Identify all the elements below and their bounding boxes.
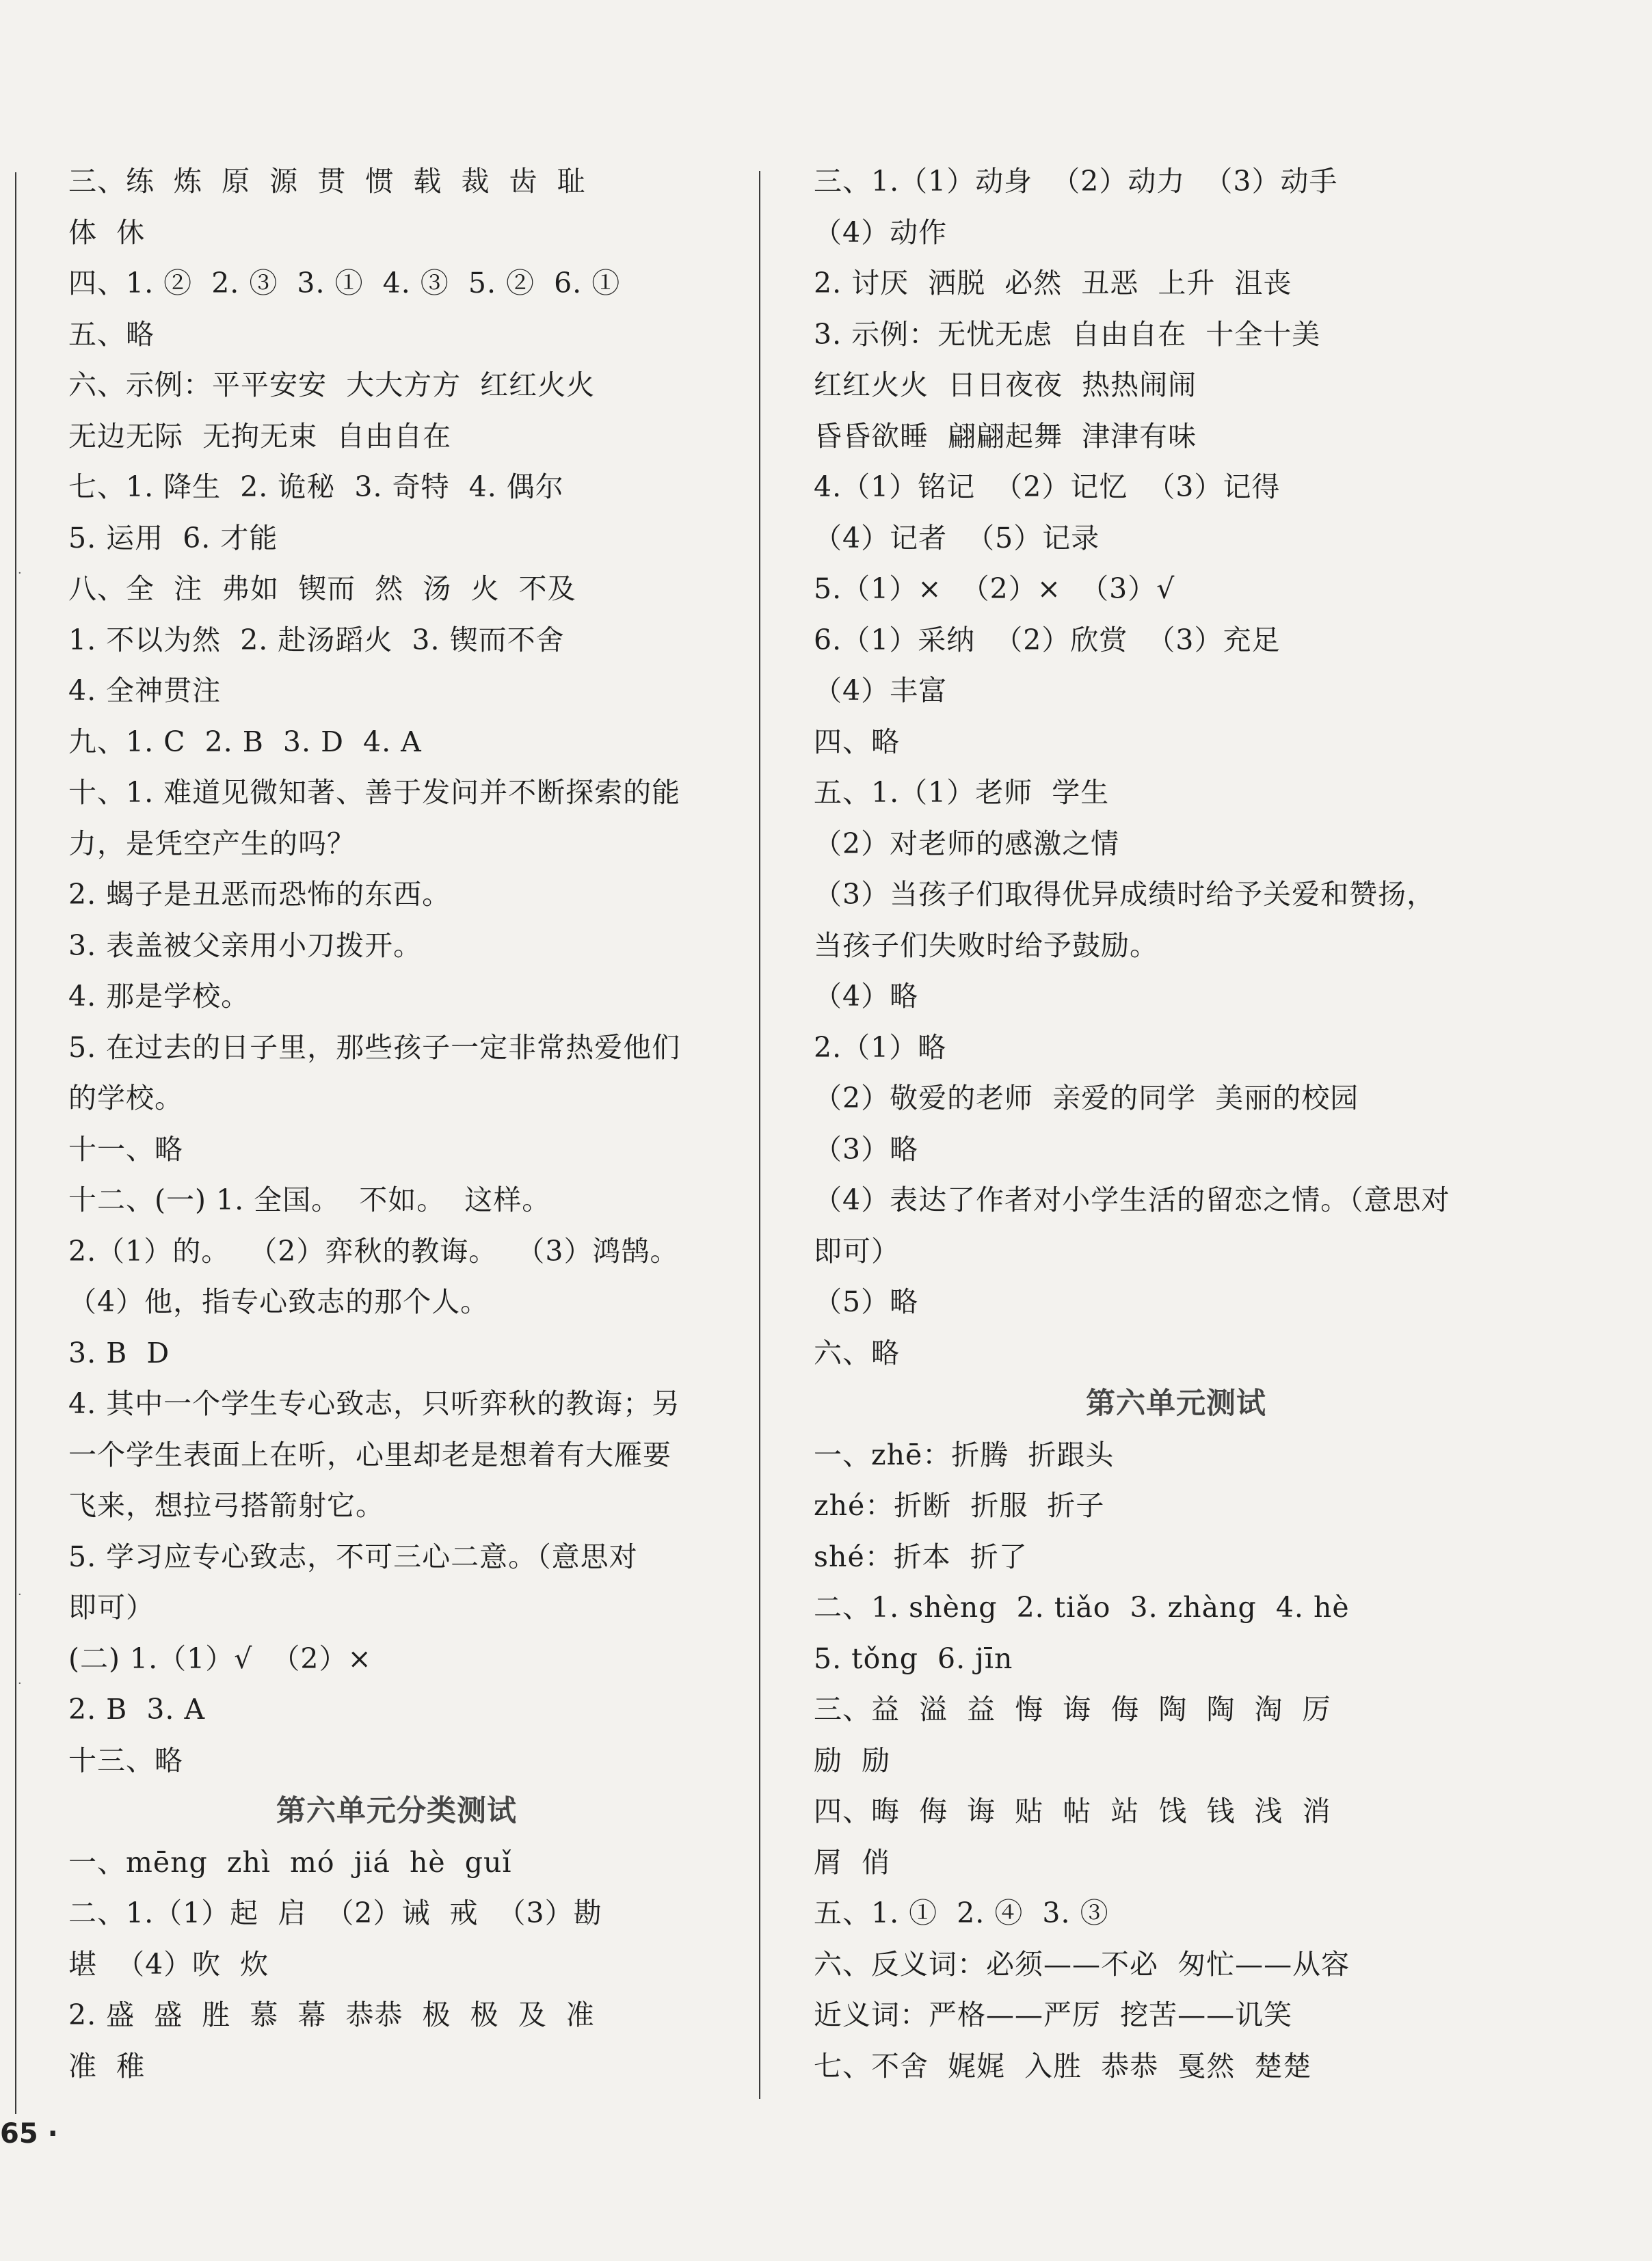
section-heading: 第六单元测试 [1086,1387,1266,1421]
answer-line: 4. 全神贯注 [68,674,222,707]
answer-line: 3. 表盖被父亲用小刀拨开。 [68,928,423,962]
answer-line: （3）当孩子们取得优异成绩时给予关爱和赞扬， [814,878,1436,911]
answer-line: 六、反义词：必须——不必 匆忙——从容 [814,1947,1350,1981]
answer-line: 七、不舍 娓娓 入胜 恭恭 戛然 楚楚 [814,2049,1312,2083]
answer-line: 二、1.（1）起 启 （2）诫 戒 （3）勘 [68,1897,602,1929]
answer-line: （5）略 [814,1285,919,1318]
answer-line: 当孩子们失败时给予鼓励。 [814,928,1158,962]
answer-line: 5. 在过去的日子里，那些孩子一定非常热爱他们 [68,1030,681,1064]
answer-line: 励 励 [814,1743,891,1777]
answer-line: （4）略 [814,980,919,1013]
answer-line: 准 稚 [68,2049,146,2083]
answer-line: 九、1. C 2. B 3. D 4. A [68,725,422,758]
section-heading: 第六单元分类测试 [276,1794,517,1828]
left-margin-rule [15,172,16,2114]
answer-line: 2. 盛 盛 胜 慕 幕 恭恭 极 极 及 准 [68,1998,595,2031]
answer-line: 2. B 3. A [68,1693,206,1726]
answer-line: 昏昏欲睡 翩翩起舞 津津有味 [814,419,1197,453]
answer-line: 4. 那是学校。 [68,980,250,1013]
answer-line: 5. 运用 6. 才能 [68,521,278,554]
margin-dot-3: · [18,1676,22,1691]
answer-line: 六、示例：平平安安 大大方方 红红火火 [68,369,596,401]
answer-line: 的学校。 [68,1082,183,1114]
answer-line: 2. 讨厌 洒脱 必然 丑恶 上升 沮丧 [814,267,1292,299]
answer-line: （4）丰富 [814,674,948,707]
answer-line: 五、略 [68,317,155,351]
answer-line: 堪 （4）吹 炊 [68,1947,269,1981]
answer-line: 即可） [68,1591,155,1624]
answer-line: 4.（1）铭记 （2）记忆 （3）记得 [814,470,1281,503]
answer-line: 四、略 [814,725,900,758]
answer-line: 六、略 [814,1336,900,1369]
answer-line: （3）略 [814,1132,919,1166]
answer-line: 五、1. ① 2. ④ 3. ③ [814,1897,1109,1929]
page-number: 65 · [0,2118,58,2150]
answer-line: 5.（1）× （2）× （3）√ [814,572,1175,605]
answer-line: （2）敬爱的老师 亲爱的同学 美丽的校园 [814,1082,1359,1114]
answer-line: 6.（1）采纳 （2）欣赏 （3）充足 [814,623,1281,656]
answer-line: 3. B D [68,1336,170,1369]
margin-dot-1: · [18,566,22,580]
answer-line: 即可） [814,1234,900,1268]
answer-line: 一、mēng zhì mó jiá hè guǐ [68,1845,512,1879]
answer-line: 近义词：严格——严厉 挖苦——讥笑 [814,1998,1293,2031]
answer-line: 四、1. ② 2. ③ 3. ① 4. ③ 5. ② 6. ① [68,267,621,299]
answer-line: 一、zhē：折腾 折跟头 [814,1438,1115,1471]
answer-line: 三、益 溢 益 悔 诲 侮 陶 陶 淘 厉 [814,1693,1331,1726]
answer-line: 4. 其中一个学生专心致志，只听弈秋的教诲；另 [68,1387,681,1420]
right-column [814,156,1538,2091]
answer-line: 红红火火 日日夜夜 热热闹闹 [814,369,1197,401]
answer-line: （2）对老师的感激之情 [814,827,1120,860]
answer-line: 5. tǒng 6. jīn [814,1642,1013,1675]
column-divider [759,171,760,2099]
answer-line: 2.（1）略 [814,1030,947,1064]
answer-line: 十、1. 难道见微知著、善于发问并不断探索的能 [68,776,681,809]
answer-line: （4）表达了作者对小学生活的留恋之情。（意思对 [814,1183,1450,1216]
answer-line: 3. 示例：无忧无虑 自由自在 十全十美 [814,317,1321,351]
answer-line: 2. 蝎子是丑恶而恐怖的东西。 [68,878,451,911]
margin-dot-2: · [18,1588,22,1602]
answer-line: 5. 学习应专心致志，不可三心二意。（意思对 [68,1540,638,1573]
answer-line: 十二、(一) 1. 全国。 不如。 这样。 [68,1183,551,1216]
answer-line: 一个学生表面上在听，心里却老是想着有大雁要 [68,1438,671,1471]
answer-line: 三、练 炼 原 源 贯 惯 载 裁 齿 耻 [68,165,586,198]
answer-line: 八、全 注 弗如 锲而 然 汤 火 不及 [68,572,576,605]
answer-line: zhé：折断 折服 折子 [814,1489,1105,1522]
left-column [68,156,725,2091]
answer-line: (二) 1.（1）√ （2）× [68,1642,372,1675]
answer-line: （4）记者 （5）记录 [814,521,1100,554]
answer-line: 力，是凭空产生的吗？ [68,827,356,860]
answer-line: 七、1. 降生 2. 诡秘 3. 奇特 4. 偶尔 [68,470,564,503]
answer-line: 无边无际 无拘无束 自由自在 [68,419,452,453]
answer-line: 2.（1）的。 （2）弈秋的教诲。 （3）鸿鹄。 [68,1234,679,1268]
answer-line: （4）他，指专心致志的那个人。 [68,1285,490,1318]
answer-line: （4）动作 [814,215,948,249]
answer-line: shé：折本 折了 [814,1540,1028,1573]
answer-line: 二、1. shèng 2. tiǎo 3. zhàng 4. hè [814,1591,1350,1624]
answer-line: 飞来，想拉弓搭箭射它。 [68,1489,384,1522]
answer-line: 体 休 [68,215,146,249]
answer-line: 三、1.（1）动身 （2）动力 （3）动手 [814,165,1338,198]
answer-line: 五、1.（1）老师 学生 [814,776,1110,809]
answer-line: 十三、略 [68,1743,183,1777]
answer-line: 四、晦 侮 诲 贴 帖 站 饯 钱 浅 消 [814,1795,1331,1828]
answer-line: 1. 不以为然 2. 赴汤蹈火 3. 锲而不舍 [68,623,565,656]
answer-line: 十一、略 [68,1132,183,1166]
answer-line: 屑 俏 [814,1845,891,1879]
